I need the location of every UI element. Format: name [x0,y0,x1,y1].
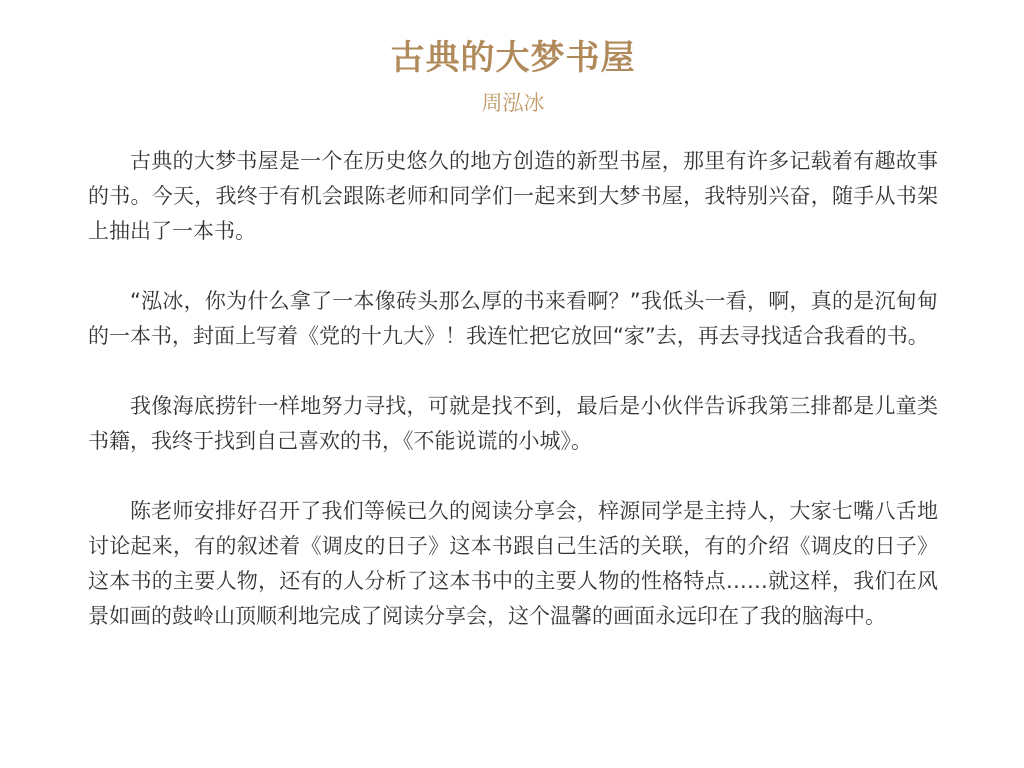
paragraph-2: “泓冰，你为什么拿了一本像砖头那么厚的书来看啊？”我低头一看，啊，真的是沉甸甸的一本书，封面上写着《党的十九大》！我连忙把它放回“家”去，再去寻找适合我看的书。 [88,289,938,348]
article-author: 周泓冰 [481,91,545,115]
article-page [88,0,938,768]
paragraph-4: 陈老师安排好召开了我们等候已久的阅读分享会，梓源同学是主持人，大家七嘴八舌地讨论起来，有的叙述着《调皮的日子》这本书跟自己生活的关联，有的介绍《调皮的日子》这本书的主要人物，还有的人分析了这本书中的主要人物的性格特点……就这样，我们在风景如画的鼓岭山顶顺利地完成了阅读分享会，这个温馨的画面永远印在了我的脑海中。 [88,499,938,628]
paragraph-1: 古典的大梦书屋是一个在历史悠久的地方创造的新型书屋，那里有许多记载着有趣故事的书。今天，我终于有机会跟陈老师和同学们一起来到大梦书屋，我特别兴奋，随手从书架上抽出了一本书。 [88,149,938,243]
paragraph-3: 我像海底捞针一样地努力寻找，可就是找不到，最后是小伙伴告诉我第三排都是儿童类书籍，我终于找到自己喜欢的书，《不能说谎的小城》。 [88,394,938,453]
article-title: 古典的大梦书屋 [390,38,636,78]
article-body [88,144,938,634]
